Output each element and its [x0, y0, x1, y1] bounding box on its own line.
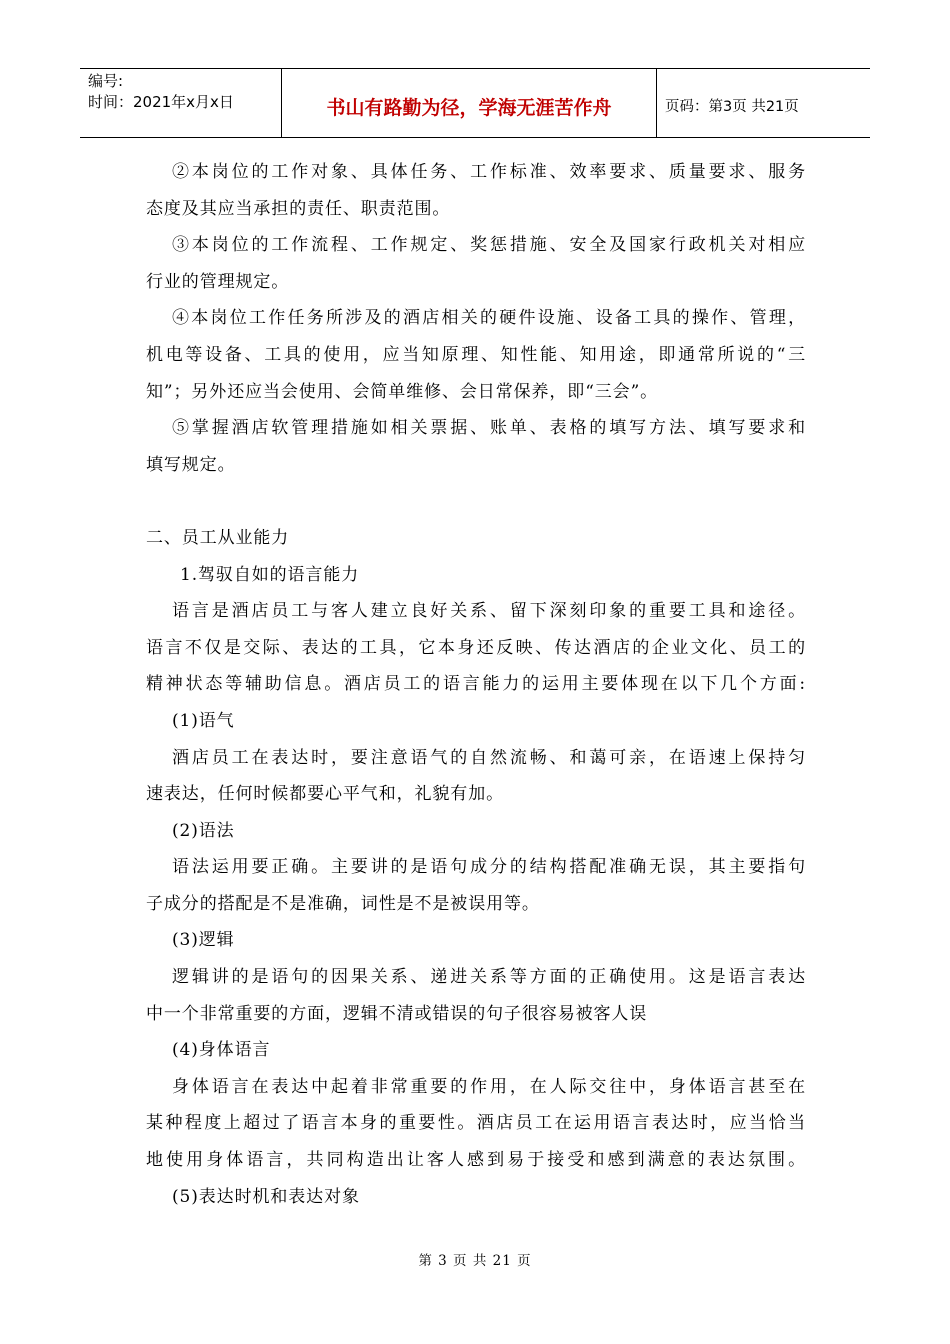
body-line: 子成分的搭配是不是准确，词性是不是被误用等。 — [146, 893, 540, 914]
body-line: 精神状态等辅助信息。酒店员工的语言能力的运用主要体现在以下几个方面: — [146, 674, 806, 695]
paragraph-gap — [146, 483, 806, 520]
item-heading: (1)语气 — [172, 710, 235, 731]
body-line: 速表达，任何时候都要心平气和，礼貌有加。 — [146, 784, 504, 805]
body-line: 某种程度上超过了语言本身的重要性。酒店员工在运用语言表达时，应当恰当 — [146, 1113, 806, 1134]
body-line: 地使用身体语言，共同构造出让客人感到易于接受和感到满意的表达氛围。 — [146, 1150, 806, 1171]
document-date: 时间：2021年x月x日 — [88, 93, 234, 111]
item-heading: (2)语法 — [172, 820, 235, 841]
item-heading: (4)身体语言 — [172, 1040, 271, 1061]
item-heading: (5)表达时机和表达对象 — [172, 1186, 360, 1207]
header-slogan: 书山有路勤为径，学海无涯苦作舟 — [282, 69, 657, 137]
page-footer: 第 3 页 共 21 页 — [418, 1253, 532, 1269]
body-line: ⑤掌握酒店软管理措施如相关票据、账单、表格的填写方法、填写要求和 — [172, 418, 806, 439]
body-line: ④本岗位工作任务所涉及的酒店相关的硬件设施、设备工具的操作、管理， — [172, 308, 806, 329]
body-line: 知”；另外还应当会使用、会简单维修、会日常保养，即“三会”。 — [146, 381, 659, 402]
document-body — [146, 154, 806, 1215]
body-line: 态度及其应当承担的责任、职责范围。 — [146, 198, 451, 219]
body-line: 中一个非常重要的方面，逻辑不清或错误的句子很容易被客人误 — [146, 1003, 648, 1024]
body-line: ③本岗位的工作流程、工作规定、奖惩措施、安全及国家行政机关对相应 — [172, 235, 806, 256]
header-meta — [80, 69, 282, 137]
body-line: 逻辑讲的是语句的因果关系、递进关系等方面的正确使用。这是语言表达 — [172, 967, 806, 988]
item-heading: (3)逻辑 — [172, 930, 235, 951]
body-line: 语言不仅是交际、表达的工具，它本身还反映、传达酒店的企业文化、员工的 — [146, 637, 806, 658]
body-line: 身体语言在表达中起着非常重要的作用，在人际交往中，身体语言甚至在 — [172, 1076, 806, 1097]
body-line: 语言是酒店员工与客人建立良好关系、留下深刻印象的重要工具和途径。 — [172, 601, 806, 622]
body-line: 行业的管理规定。 — [146, 271, 290, 292]
body-line: 机电等设备、工具的使用，应当知原理、知性能、知用途，即通常所说的“三 — [146, 344, 806, 365]
body-line: 填写规定。 — [146, 454, 236, 475]
body-line: ②本岗位的工作对象、具体任务、工作标准、效率要求、质量要求、服务 — [172, 162, 806, 182]
body-line: 酒店员工在表达时，要注意语气的自然流畅、和蔼可亲，在语速上保持匀 — [172, 747, 806, 768]
body-line: 语法运用要正确。主要讲的是语句成分的结构搭配准确无误，其主要指句 — [172, 857, 806, 878]
header-page-info: 页码：第3页 共21页 — [665, 98, 799, 115]
document-code-label: 编号: — [88, 72, 124, 90]
section-heading: 二、员工从业能力 — [146, 527, 290, 548]
page-header — [80, 68, 870, 138]
subsection-heading: 1.驾驭自如的语言能力 — [180, 564, 360, 585]
